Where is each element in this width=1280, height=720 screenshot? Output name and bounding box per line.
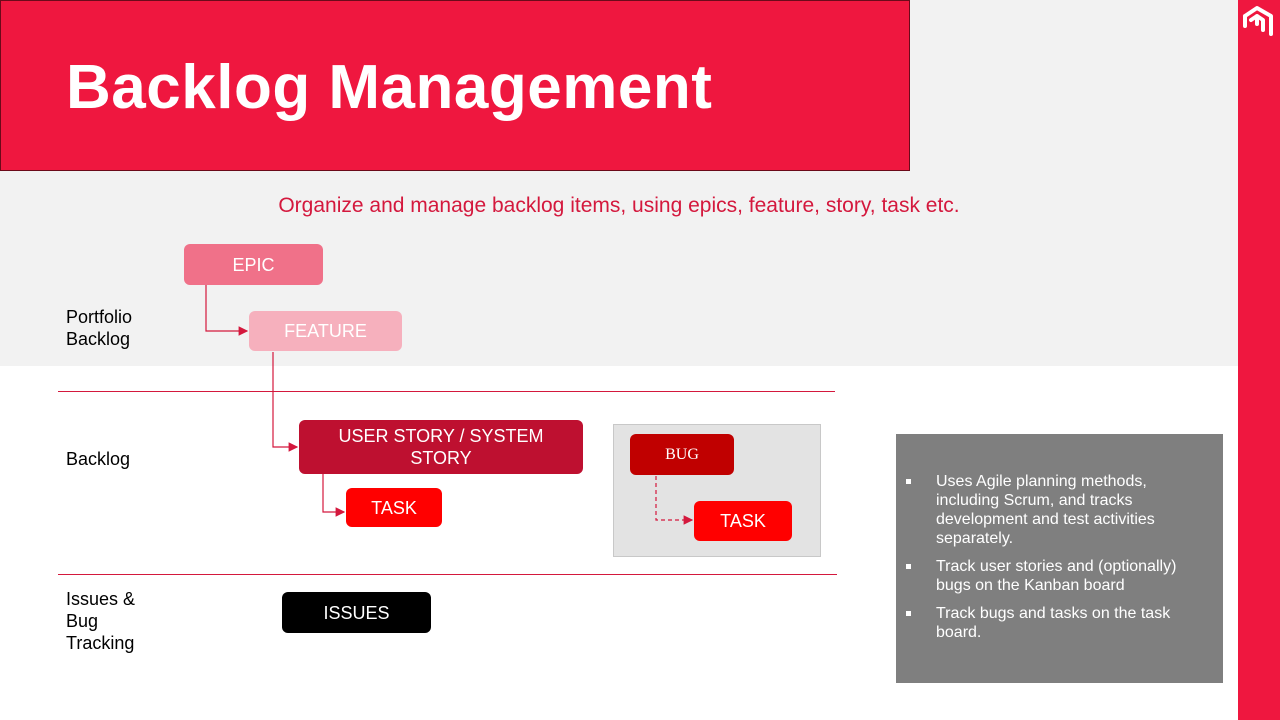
connector-epic-feature [206, 285, 247, 331]
node-epic: EPIC [184, 244, 323, 285]
node-user-story: USER STORY / SYSTEM STORY [299, 420, 583, 474]
node-task: TASK [346, 488, 442, 527]
node-bug: BUG [630, 434, 734, 475]
connector-story-task [323, 474, 344, 512]
info-bullet-item [906, 604, 1209, 642]
row-label-issues-bug-tracking: Issues & Bug Tracking [66, 589, 136, 653]
info-bullet-text: Uses Agile planning methods, including Scrum, and tracks development and test activities separately. [936, 473, 1155, 547]
info-bullet-item [906, 557, 1209, 595]
slide-title: Backlog Management [66, 53, 713, 122]
row-label-portfolio-backlog: Portfolio Backlog [66, 307, 133, 349]
row-label-backlog: Backlog [66, 449, 131, 469]
node-feature: FEATURE [249, 311, 402, 351]
info-bullet-item [906, 472, 1209, 548]
node-issues: ISSUES [282, 592, 431, 633]
connector-bug-task [656, 476, 692, 520]
info-panel [896, 434, 1223, 683]
info-bullet-list [896, 434, 1223, 642]
slide-subtitle: Organize and manage backlog items, using epics, feature, story, task etc. [278, 194, 960, 217]
info-bullet-text: Track bugs and tasks on the task board. [936, 605, 1171, 641]
bullet-icon [906, 479, 911, 484]
node-bug-task: TASK [694, 501, 792, 541]
info-bullet-text: Track user stories and (optionally) bugs on the Kanban board [936, 558, 1177, 594]
bullet-icon [906, 611, 911, 616]
connector-feature-story [273, 352, 297, 447]
bullet-icon [906, 564, 911, 569]
